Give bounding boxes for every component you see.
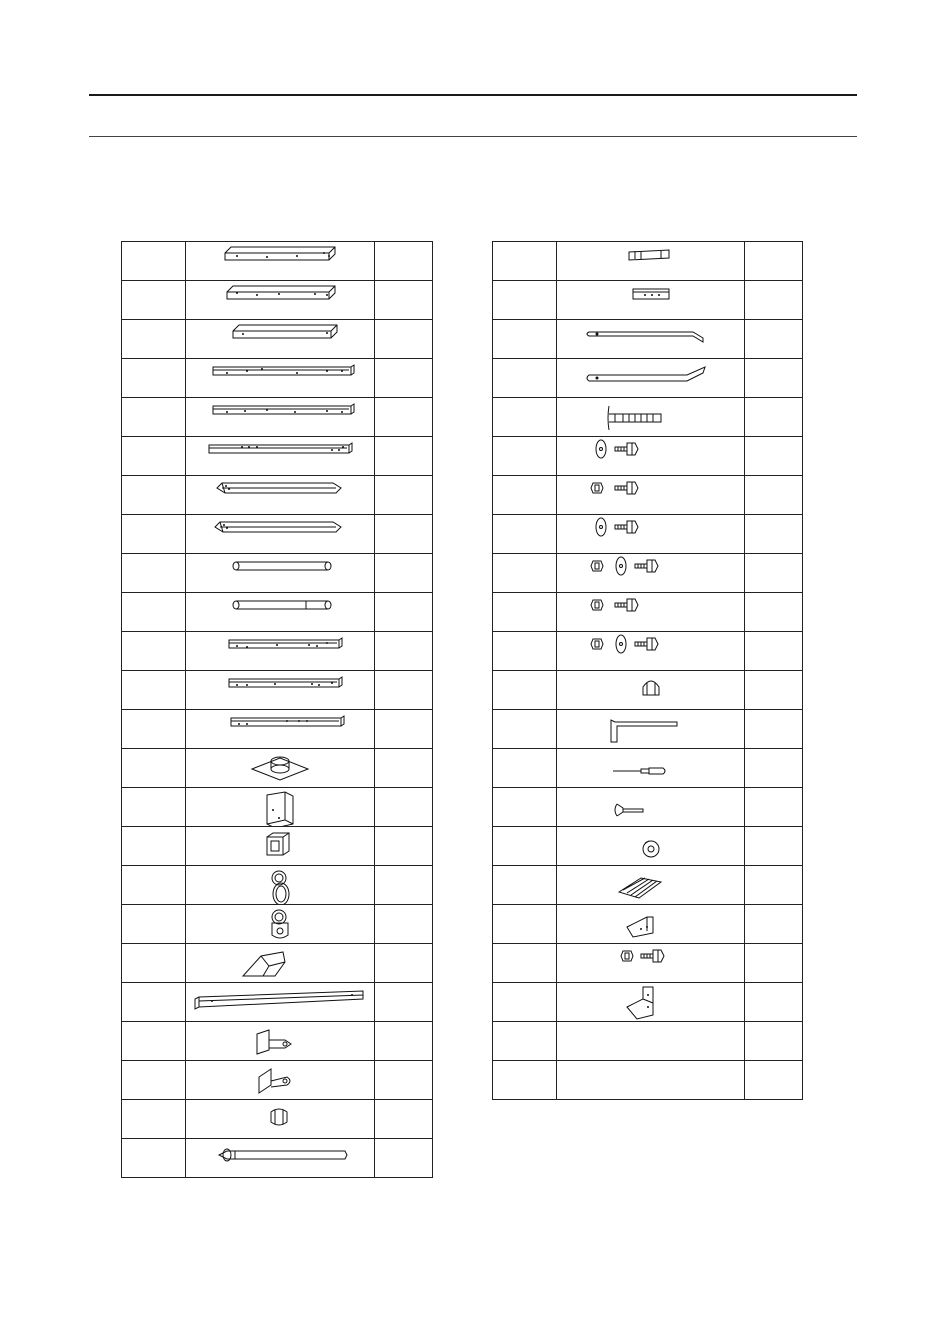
part-number-cell — [493, 905, 557, 944]
short-tube-holes-c-icon — [187, 710, 374, 748]
part-picture-cell — [186, 398, 375, 437]
flat-bar-bent-icon — [557, 320, 744, 358]
washer-bolt-icon — [557, 437, 744, 475]
part-number-cell — [493, 1061, 557, 1100]
pin-icon — [557, 242, 744, 280]
part-quantity-cell — [374, 515, 432, 554]
left_table-row — [122, 1139, 433, 1178]
right_table-row — [493, 242, 803, 281]
part-picture-cell — [186, 827, 375, 866]
square-tube-short-icon — [187, 320, 374, 358]
part-picture-cell — [186, 281, 375, 320]
part-picture-cell — [557, 398, 745, 437]
part-quantity-cell — [374, 1061, 432, 1100]
strap-icon — [187, 1139, 374, 1177]
left_table-row — [122, 281, 433, 320]
part-number-cell — [122, 749, 186, 788]
part-quantity-cell — [745, 866, 803, 905]
part-quantity-cell — [745, 593, 803, 632]
part-number-cell — [122, 671, 186, 710]
short-tube-holes-b-icon — [187, 671, 374, 709]
part-quantity-cell — [374, 281, 432, 320]
part-picture-cell — [557, 437, 745, 476]
allen-key-icon — [557, 710, 744, 748]
part-picture-cell — [557, 671, 745, 710]
part-quantity-cell — [745, 398, 803, 437]
part-picture-cell — [186, 1139, 375, 1178]
part-number-cell — [493, 593, 557, 632]
part-quantity-cell — [745, 905, 803, 944]
left_table-row — [122, 320, 433, 359]
part-number-cell — [122, 983, 186, 1022]
flat-tube-holes-c-icon — [187, 437, 374, 475]
left_table-row — [122, 1022, 433, 1061]
section-rule — [89, 136, 857, 137]
part-picture-cell — [186, 632, 375, 671]
flat-tube-holes-a-icon — [187, 359, 374, 397]
mounting-bracket-icon — [187, 788, 374, 826]
part-quantity-cell — [745, 749, 803, 788]
top-beam-icon — [187, 983, 374, 1021]
left_table-row — [122, 710, 433, 749]
part-quantity-cell — [374, 866, 432, 905]
part-quantity-cell — [374, 476, 432, 515]
part-quantity-cell — [374, 983, 432, 1022]
part-picture-cell — [557, 710, 745, 749]
part-number-cell — [122, 281, 186, 320]
right_table-row — [493, 983, 803, 1022]
left_table-row — [122, 788, 433, 827]
part-picture-cell — [186, 866, 375, 905]
part-number-cell — [122, 632, 186, 671]
round-tube-sleeve-icon — [187, 593, 374, 631]
corner-bracket-icon — [557, 905, 744, 943]
base-plate-icon — [187, 749, 374, 787]
carriage-bolt-icon — [557, 398, 744, 436]
nut-washer-bolt-b-icon — [557, 632, 744, 670]
part-number-cell — [493, 515, 557, 554]
header-rule — [89, 94, 857, 96]
part-number-cell — [122, 320, 186, 359]
part-picture-cell — [557, 242, 745, 281]
angle-hook-icon — [187, 1061, 374, 1099]
part-quantity-cell — [745, 554, 803, 593]
part-number-cell — [122, 398, 186, 437]
right_table-row — [493, 710, 803, 749]
washer-bolt-b-icon — [557, 515, 744, 553]
part-quantity-cell — [374, 398, 432, 437]
nut-bolt-c-icon — [557, 944, 744, 982]
right_table-row — [493, 671, 803, 710]
left_table-row — [122, 398, 433, 437]
right_table-row — [493, 437, 803, 476]
flat-tube-holes-b-icon — [187, 398, 374, 436]
part-quantity-cell — [374, 320, 432, 359]
part-number-cell — [122, 1022, 186, 1061]
wrench-icon — [557, 788, 744, 826]
part-picture-cell — [186, 710, 375, 749]
left_table-row — [122, 1100, 433, 1139]
part-picture-cell — [186, 905, 375, 944]
part-number-cell — [122, 359, 186, 398]
part-number-cell — [493, 359, 557, 398]
right_table-row — [493, 320, 803, 359]
ladder-step-icon — [557, 866, 744, 904]
part-number-cell — [493, 476, 557, 515]
part-picture-cell — [557, 593, 745, 632]
right_table-row — [493, 788, 803, 827]
part-number-cell — [122, 1139, 186, 1178]
swing-hanger-icon — [187, 905, 374, 943]
part-quantity-cell — [745, 944, 803, 983]
part-number-cell — [122, 515, 186, 554]
part-quantity-cell — [374, 827, 432, 866]
part-quantity-cell — [374, 359, 432, 398]
part-number-cell — [493, 437, 557, 476]
part-number-cell — [122, 1100, 186, 1139]
part-picture-cell — [557, 983, 745, 1022]
part-number-cell — [122, 866, 186, 905]
right_table-row — [493, 905, 803, 944]
part-number-cell — [122, 944, 186, 983]
part-picture-cell — [186, 944, 375, 983]
part-quantity-cell — [374, 437, 432, 476]
left_table-row — [122, 749, 433, 788]
left_table-row — [122, 827, 433, 866]
part-number-cell — [493, 710, 557, 749]
part-quantity-cell — [374, 905, 432, 944]
part-picture-cell — [186, 359, 375, 398]
short-tube-holes-a-icon — [187, 632, 374, 670]
spacer-icon — [557, 827, 744, 865]
part-number-cell — [122, 788, 186, 827]
part-picture-cell — [186, 1022, 375, 1061]
part-picture-cell — [557, 1022, 745, 1061]
part-number-cell — [493, 554, 557, 593]
angled-square-tube-icon — [187, 476, 374, 514]
left_table-row — [122, 242, 433, 281]
cap-nut-icon — [557, 671, 744, 709]
part-number-cell — [122, 554, 186, 593]
part-number-cell — [493, 983, 557, 1022]
part-number-cell — [493, 1022, 557, 1061]
part-number-cell — [493, 320, 557, 359]
plug-cap-icon — [187, 1100, 374, 1138]
right_table-row — [493, 476, 803, 515]
part-picture-cell — [186, 242, 375, 281]
part-quantity-cell — [374, 554, 432, 593]
part-quantity-cell — [374, 710, 432, 749]
right_table-row — [493, 866, 803, 905]
part-quantity-cell — [745, 281, 803, 320]
right_table-row — [493, 1022, 803, 1061]
left_table-row — [122, 944, 433, 983]
hook-bracket-icon — [187, 1022, 374, 1060]
left_table-row — [122, 1061, 433, 1100]
part-quantity-cell — [745, 788, 803, 827]
part-quantity-cell — [374, 1100, 432, 1139]
part-picture-cell — [186, 320, 375, 359]
part-picture-cell — [186, 749, 375, 788]
part-quantity-cell — [745, 1061, 803, 1100]
right_table-row — [493, 632, 803, 671]
part-number-cell — [122, 242, 186, 281]
part-quantity-cell — [374, 749, 432, 788]
part-picture-cell — [186, 1061, 375, 1100]
nut-bolt-icon — [557, 476, 744, 514]
part-picture-cell — [186, 554, 375, 593]
part-picture-cell — [557, 281, 745, 320]
part-picture-cell — [557, 359, 745, 398]
part-picture-cell — [186, 788, 375, 827]
part-picture-cell — [557, 476, 745, 515]
part-quantity-cell — [374, 671, 432, 710]
right_table-row — [493, 281, 803, 320]
right_table-row — [493, 749, 803, 788]
part-quantity-cell — [374, 1022, 432, 1061]
part-picture-cell — [186, 515, 375, 554]
right_table-row — [493, 398, 803, 437]
part-number-cell — [493, 788, 557, 827]
right_table-row — [493, 944, 803, 983]
part-number-cell — [493, 398, 557, 437]
screwdriver-icon — [557, 749, 744, 787]
part-quantity-cell — [745, 671, 803, 710]
part-quantity-cell — [745, 476, 803, 515]
part-quantity-cell — [745, 320, 803, 359]
left_table-row — [122, 632, 433, 671]
part-quantity-cell — [745, 242, 803, 281]
part-number-cell — [493, 632, 557, 671]
part-picture-cell — [186, 476, 375, 515]
part-number-cell — [493, 866, 557, 905]
part-quantity-cell — [745, 632, 803, 671]
part-quantity-cell — [374, 632, 432, 671]
left_table-row — [122, 593, 433, 632]
part-number-cell — [493, 944, 557, 983]
part-picture-cell — [557, 320, 745, 359]
corner-bracket-b-icon — [557, 983, 744, 1021]
flat-bar-angled-icon — [557, 359, 744, 397]
part-quantity-cell — [745, 515, 803, 554]
right_table-row — [493, 359, 803, 398]
part-picture-cell — [557, 632, 745, 671]
right_table-row — [493, 593, 803, 632]
right_table-row — [493, 1061, 803, 1100]
channel-icon — [557, 281, 744, 319]
left_table-row — [122, 359, 433, 398]
left_table-row — [122, 983, 433, 1022]
parts-table-left — [121, 241, 433, 1178]
part-picture-cell — [186, 593, 375, 632]
part-number-cell — [493, 242, 557, 281]
left_table-row — [122, 476, 433, 515]
part-number-cell — [493, 281, 557, 320]
angled-square-tube-long-icon — [187, 515, 374, 553]
part-quantity-cell — [374, 242, 432, 281]
part-quantity-cell — [374, 593, 432, 632]
part-quantity-cell — [374, 944, 432, 983]
part-picture-cell — [557, 1061, 745, 1100]
left_table-row — [122, 437, 433, 476]
part-number-cell — [122, 710, 186, 749]
part-picture-cell — [557, 866, 745, 905]
swing-hanger-ring-icon — [187, 866, 374, 904]
nut-bolt-b-icon — [557, 593, 744, 631]
part-quantity-cell — [745, 437, 803, 476]
round-tube-icon — [187, 554, 374, 592]
part-quantity-cell — [745, 359, 803, 398]
right_table-row — [493, 515, 803, 554]
square-tube-long-holes-icon — [187, 242, 374, 280]
square-tube-holes-icon — [187, 281, 374, 319]
part-quantity-cell — [745, 827, 803, 866]
part-number-cell — [122, 905, 186, 944]
part-quantity-cell — [374, 788, 432, 827]
part-picture-cell — [557, 554, 745, 593]
tube-connector-icon — [187, 827, 374, 865]
part-picture-cell — [557, 944, 745, 983]
left_table-row — [122, 554, 433, 593]
part-picture-cell — [186, 1100, 375, 1139]
part-picture-cell — [186, 983, 375, 1022]
part-quantity-cell — [745, 983, 803, 1022]
end-cap-icon — [187, 944, 374, 982]
left_table-row — [122, 905, 433, 944]
nut-washer-bolt-icon — [557, 554, 744, 592]
part-picture-cell — [557, 788, 745, 827]
part-picture-cell — [186, 437, 375, 476]
part-picture-cell — [557, 827, 745, 866]
part-number-cell — [493, 749, 557, 788]
left_table-row — [122, 671, 433, 710]
part-quantity-cell — [745, 710, 803, 749]
part-number-cell — [122, 593, 186, 632]
part-number-cell — [122, 476, 186, 515]
part-quantity-cell — [745, 1022, 803, 1061]
part-number-cell — [122, 437, 186, 476]
left_table-row — [122, 515, 433, 554]
part-number-cell — [122, 827, 186, 866]
part-picture-cell — [186, 671, 375, 710]
part-picture-cell — [557, 515, 745, 554]
left_table-row — [122, 866, 433, 905]
parts-table-right — [492, 241, 803, 1100]
part-quantity-cell — [374, 1139, 432, 1178]
part-picture-cell — [557, 749, 745, 788]
right_table-row — [493, 554, 803, 593]
part-number-cell — [493, 671, 557, 710]
part-picture-cell — [557, 905, 745, 944]
part-number-cell — [493, 827, 557, 866]
part-number-cell — [122, 1061, 186, 1100]
right_table-row — [493, 827, 803, 866]
